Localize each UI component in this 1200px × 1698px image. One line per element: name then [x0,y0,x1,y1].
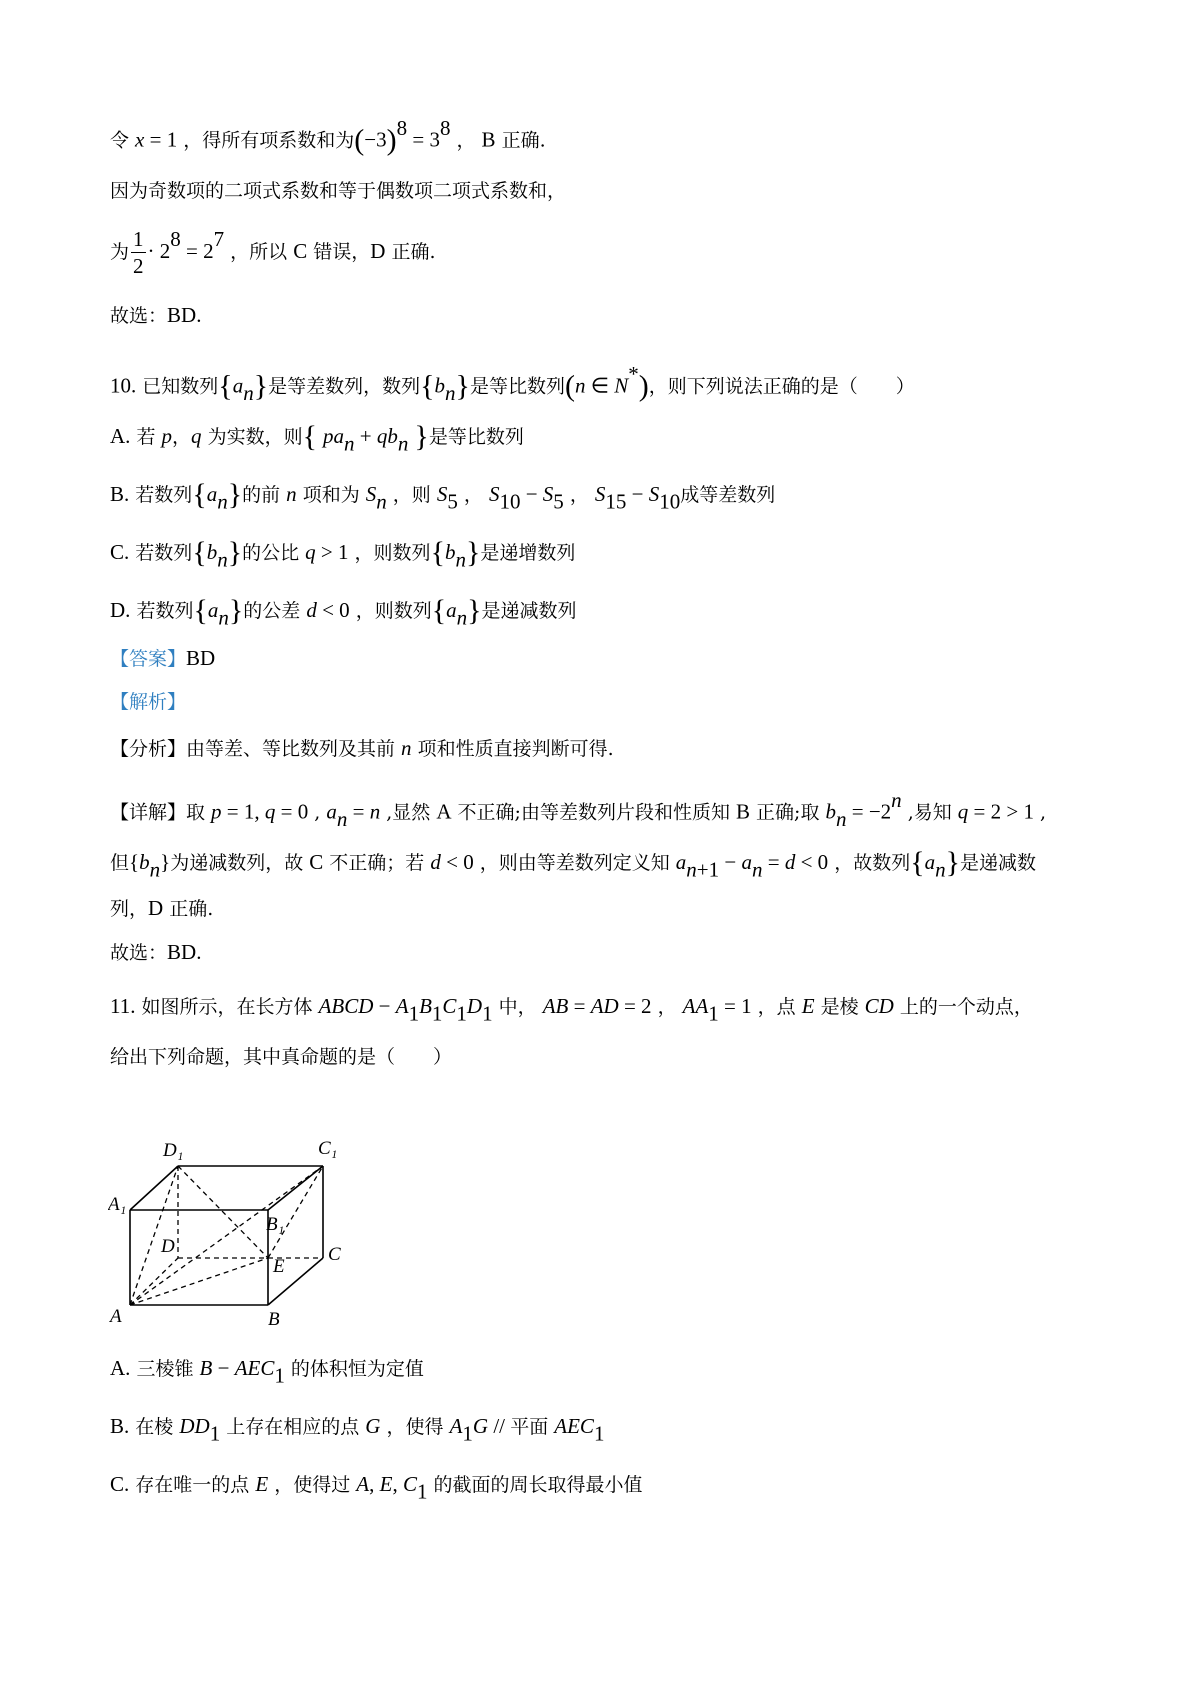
edge-a1-d1 [130,1166,178,1210]
q10-option-a: A. 若 p，q 为实数，则{ $pa_n + qb_n$ }是等比数列 [110,420,524,456]
label-b: B [268,1309,280,1330]
analysis-tag: 【解析】 [110,691,187,713]
line-fraction: 为 $\frac{1}{2}$ · $2^8 = 2^7$ ，所以 C 错误，D 正确. [110,227,436,279]
label-a1: A₁ [108,1194,127,1215]
diagonal-a-c1 [130,1166,323,1305]
segment-a-e [130,1258,268,1305]
segment-d1-e [178,1166,268,1258]
label-c1: C₁ [318,1138,338,1159]
question-11-line-2: 给出下列命题，其中真命题的是（ ） [110,1046,453,1068]
q10-option-b: B. 若数列$\{a_n\}$的前 n 项和为 $S_n$ ，则 $S_5$ ， $S_{10} - S_5$ ， $S_{15} - S_{10}$成等差数列 [110,478,776,514]
label-c: C [328,1244,341,1265]
fraction-one-half: $\frac{1}{2}$ [133,227,144,279]
question-11: 11. 如图所示，在长方体 ABCD − $A_1B_1C_1D_1$ 中， AB = AD = 2 ， $AA_1 = 1$ ，点 E 是棱 CD 上的一个动点， [110,994,1033,1026]
line-binomial-sum: 因为奇数项的二项式系数和等于偶数项二项式系数和， [110,180,567,202]
segment-e-c1 [268,1166,323,1258]
q11-option-a: A. 三棱锥 $B - AEC_1$ 的体积恒为定值 [110,1356,424,1388]
cuboid-figure [108,1130,368,1330]
answer-value: BD [186,646,216,670]
q10-option-d: D. 若数列$\{a_n\}$的公差 d < 0 ，则数列$\{a_n\}$是递减数列 [110,594,577,630]
detail-line-2: 但$\{b_n\}$为递减数列，故 C 不正确；若 d < 0 ，则由等差数列定义知 $a_{n+1} - a_n = d < 0$ ，故数列$\{a_n\}$是递减数 [110,846,1037,882]
answer-line [110,648,215,669]
fenxi-line: 【分析】由等差、等比数列及其前 n 项和性质直接判断可得. [110,736,614,760]
line-choose-1: 故选：BD. [110,303,202,327]
label-e: E [273,1256,285,1277]
edge-a-d [130,1258,178,1305]
q10-option-c: C. 若数列$\{b_n\}$的公比 q > 1 ，则数列$\{b_n\}$是递增数列 [110,536,576,572]
line-let-x-1: 令 x = 1 ，得所有项系数和为$(-3)^8 = 3^8$ ， B 正确. [110,116,546,157]
label-d: D [161,1236,175,1257]
q11-option-c: C. 存在唯一的点 E ，使得过 A, E, $C_1$ 的截面的周长取得最小值 [110,1472,643,1504]
q11-option-b: B. 在棱 $DD_1$ 上存在相应的点 G ，使得 $A_1G$ // 平面 $AEC_1$ [110,1414,605,1446]
answer-tag: 【答案】 [110,648,187,670]
analysis-line [110,693,186,712]
question-10: 10. 已知数列$\{a_n\}$是等差数列，数列$\{b_n\}$是等比数列(n ∈ N*)，则下列说法正确的是（ ） [110,362,915,405]
label-d1: D₁ [163,1140,184,1161]
label-a: A [110,1306,122,1327]
line-choose-2: 故选：BD. [110,940,202,964]
detail-line-1: 【详解】取 p = 1, q = 0 , $a_n = n$ ,显然 A 不正确;由等差数列片段和性质知 B 正确;取 $b_n = -2^n$ ,易知 q = 2 > 1 , [110,788,1047,831]
detail-line-3: 列，D 正确. [110,896,214,920]
label-b1: B₁ [266,1214,285,1235]
